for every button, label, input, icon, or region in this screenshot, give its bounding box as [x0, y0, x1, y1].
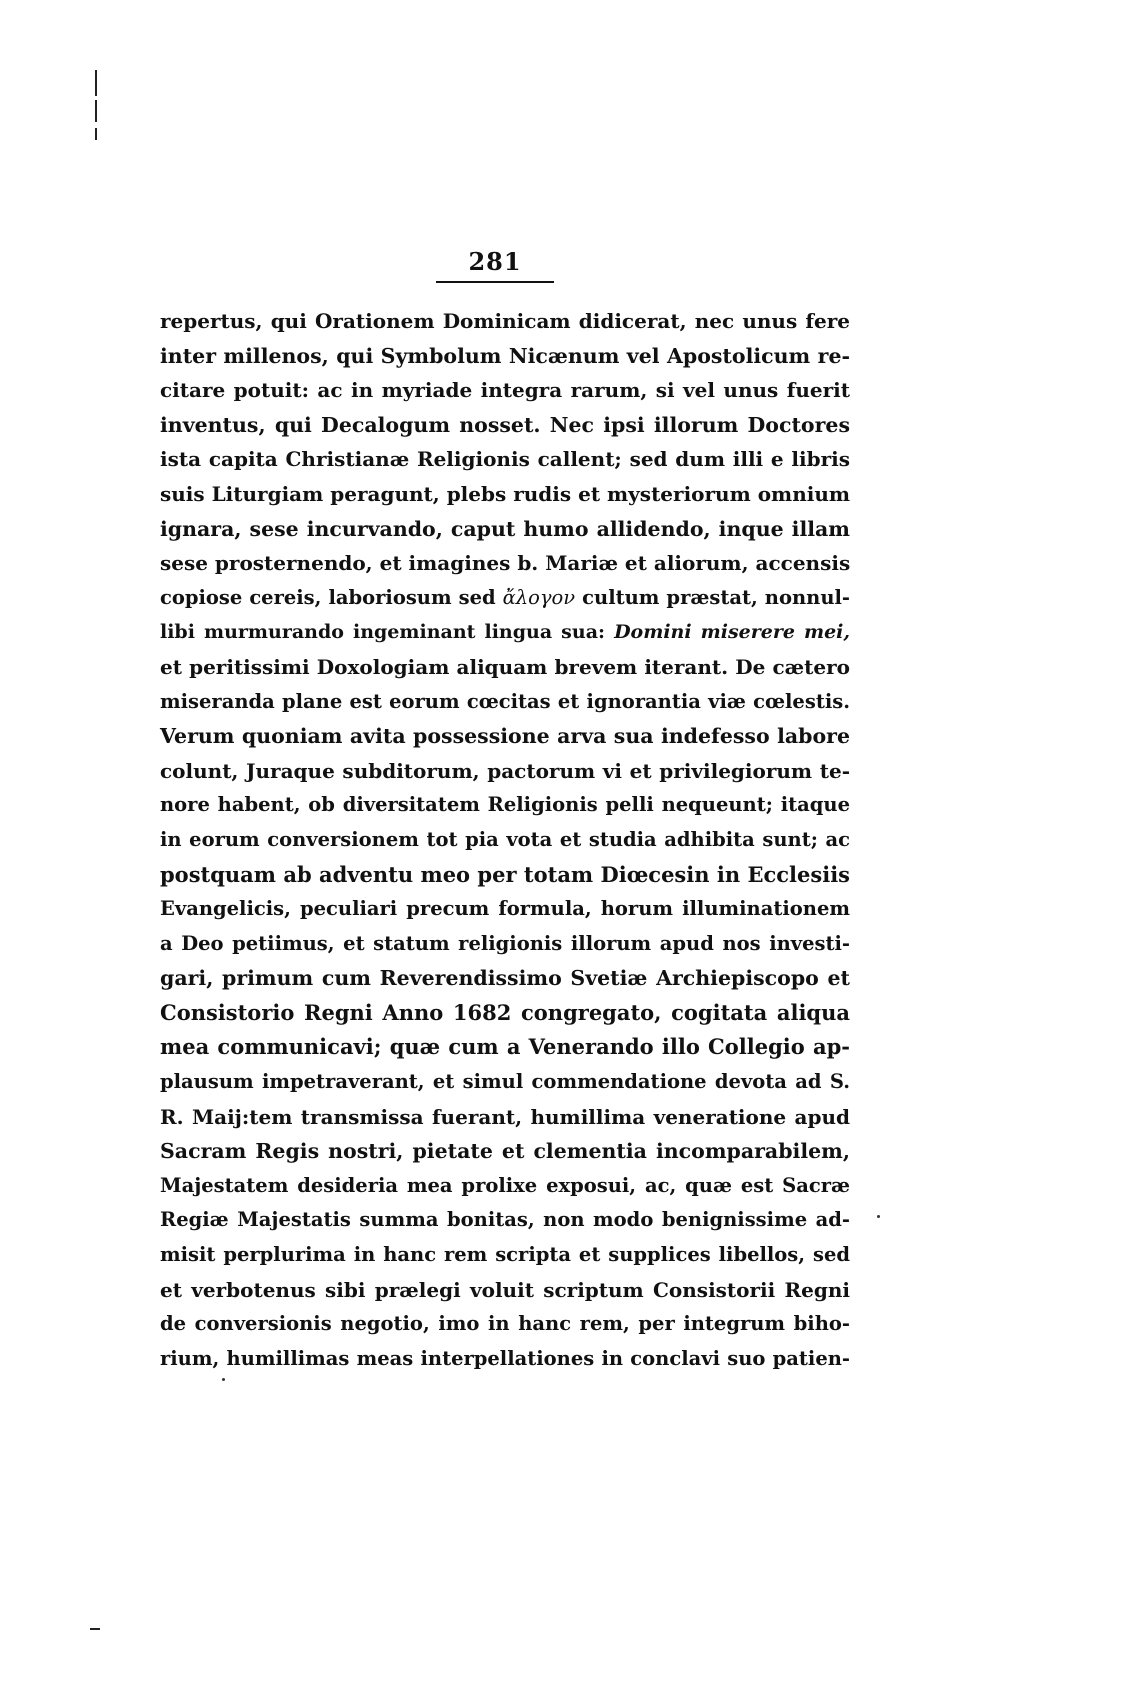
text-line	[160, 581, 850, 616]
text-line-segment: rium, humillimas meas interpellationes in conclavi suo patien-	[160, 1346, 850, 1370]
text-line-segment: Sacram Regis nostri, pietate et clementia incomparabilem,	[160, 1139, 850, 1164]
text-line-segment: et peritissimi Doxologiam aliquam brevem iterant. De cætero	[160, 654, 850, 679]
text-line	[160, 304, 850, 339]
text-line	[160, 408, 850, 443]
text-line	[160, 996, 850, 1031]
text-line-segment: inter millenos, qui Symbolum Nicænum vel Apostolicum re-	[160, 343, 850, 368]
text-line-segment: plausum impetraverant, et simul commendatione devota ad S.	[160, 1070, 850, 1094]
page-number: 281	[468, 247, 522, 276]
text-line	[160, 373, 850, 408]
text-line-segment: libi murmurando ingeminant lingua sua:	[160, 621, 615, 644]
text-line-segment: miseranda plane est eorum cœcitas et ignorantia viæ cœlestis.	[160, 689, 850, 713]
text-line	[160, 754, 850, 789]
speck	[222, 1378, 225, 1381]
text-line	[160, 961, 850, 996]
margin-mark	[95, 70, 97, 96]
text-line	[160, 1169, 850, 1204]
text-line	[160, 1342, 850, 1377]
text-line-segment: colunt, Juraque subditorum, pactorum vi et privilegiorum te-	[160, 758, 850, 783]
text-line	[160, 1100, 850, 1135]
text-line-segment: Majestatem desideria mea prolixe exposui, ac, quæ est Sacræ	[160, 1173, 850, 1197]
text-line	[160, 892, 850, 927]
text-line-segment: mea communicavi; quæ cum a Venerando illo Collegio ap-	[160, 1034, 850, 1060]
margin-mark	[95, 128, 97, 140]
text-line-segment: ignara, sese incurvando, caput humo allidendo, inque illam	[160, 516, 850, 541]
greek-word: ἄλογον	[502, 585, 576, 609]
text-line	[160, 1134, 850, 1169]
text-line	[160, 650, 850, 685]
text-line-segment: a Deo petiimus, et statum religionis illorum apud nos investi-	[160, 931, 850, 955]
text-line	[160, 1030, 850, 1065]
text-line-segment: R. Maij:tem transmissa fuerant, humillima veneratione apud	[160, 1104, 850, 1129]
margin-mark	[95, 100, 97, 122]
speck	[877, 1215, 880, 1218]
text-line	[160, 1203, 850, 1238]
text-line	[160, 788, 850, 823]
text-line	[160, 1238, 850, 1273]
body-text	[160, 304, 850, 1376]
text-line-segment: cultum præstat, nonnul-	[575, 585, 850, 609]
text-line-segment: gari, primum cum Reverendissimo Svetiæ Archiepiscopo et	[160, 966, 850, 991]
text-line	[160, 477, 850, 512]
text-line-segment: Verum quoniam avita possessione arva sua indefesso labore	[160, 724, 850, 749]
text-line-segment: repertus, qui Orationem Dominicam didicerat, nec unus fere	[160, 309, 850, 333]
text-line	[160, 927, 850, 962]
text-line	[160, 442, 850, 477]
text-line	[160, 615, 850, 650]
text-line	[160, 719, 850, 754]
text-line	[160, 1273, 850, 1308]
text-line-segment: suis Liturgiam peragunt, plebs rudis et mysteriorum omnium	[160, 481, 851, 506]
text-line	[160, 546, 850, 581]
header-rule	[436, 281, 554, 283]
text-line	[160, 823, 850, 858]
text-line-segment: Evangelicis, peculiari precum formula, horum illuminationem	[160, 897, 850, 921]
text-line-segment: inventus, qui Decalogum nosset. Nec ipsi illorum Doctores	[160, 412, 850, 437]
text-line-segment: sese prosternendo, et imagines b. Mariæ et aliorum, accensis	[160, 551, 851, 576]
text-line-segment: Consistorio Regni Anno 1682 congregato, cogitata aliqua	[160, 999, 850, 1025]
text-line-segment: postquam ab adventu meo per totam Diœcesin in Ecclesiis	[160, 861, 850, 887]
text-line	[160, 339, 850, 374]
text-line-segment: et verbotenus sibi prælegi voluit scriptum Consistorii Regni	[160, 1277, 850, 1302]
text-line-segment: copiose cereis, laboriosum sed	[160, 585, 503, 609]
text-line	[160, 1065, 850, 1100]
text-line	[160, 685, 850, 720]
margin-mark	[90, 1628, 100, 1630]
text-line	[160, 512, 850, 547]
italic-phrase: Domini miserere mei,	[614, 621, 851, 644]
text-line-segment: Regiæ Majestatis summa bonitas, non modo benignissime ad-	[160, 1208, 850, 1232]
text-line-segment: misit perplurima in hanc rem scripta et supplices libellos, sed	[160, 1243, 850, 1267]
text-line-segment: ista capita Christianæ Religionis callent; sed dum illi e libris	[160, 447, 850, 472]
text-line	[160, 1307, 850, 1342]
text-line-segment: nore habent, ob diversitatem Religionis pelli nequeunt; itaque	[160, 793, 850, 817]
text-line-segment: citare potuit: ac in myriade integra rarum, si vel unus fuerit	[160, 378, 850, 403]
text-line-segment: in eorum conversionem tot pia vota et studia adhibita sunt; ac	[160, 827, 850, 851]
text-line	[160, 858, 850, 893]
text-line-segment: de conversionis negotio, imo in hanc rem, per integrum biho-	[160, 1312, 850, 1336]
